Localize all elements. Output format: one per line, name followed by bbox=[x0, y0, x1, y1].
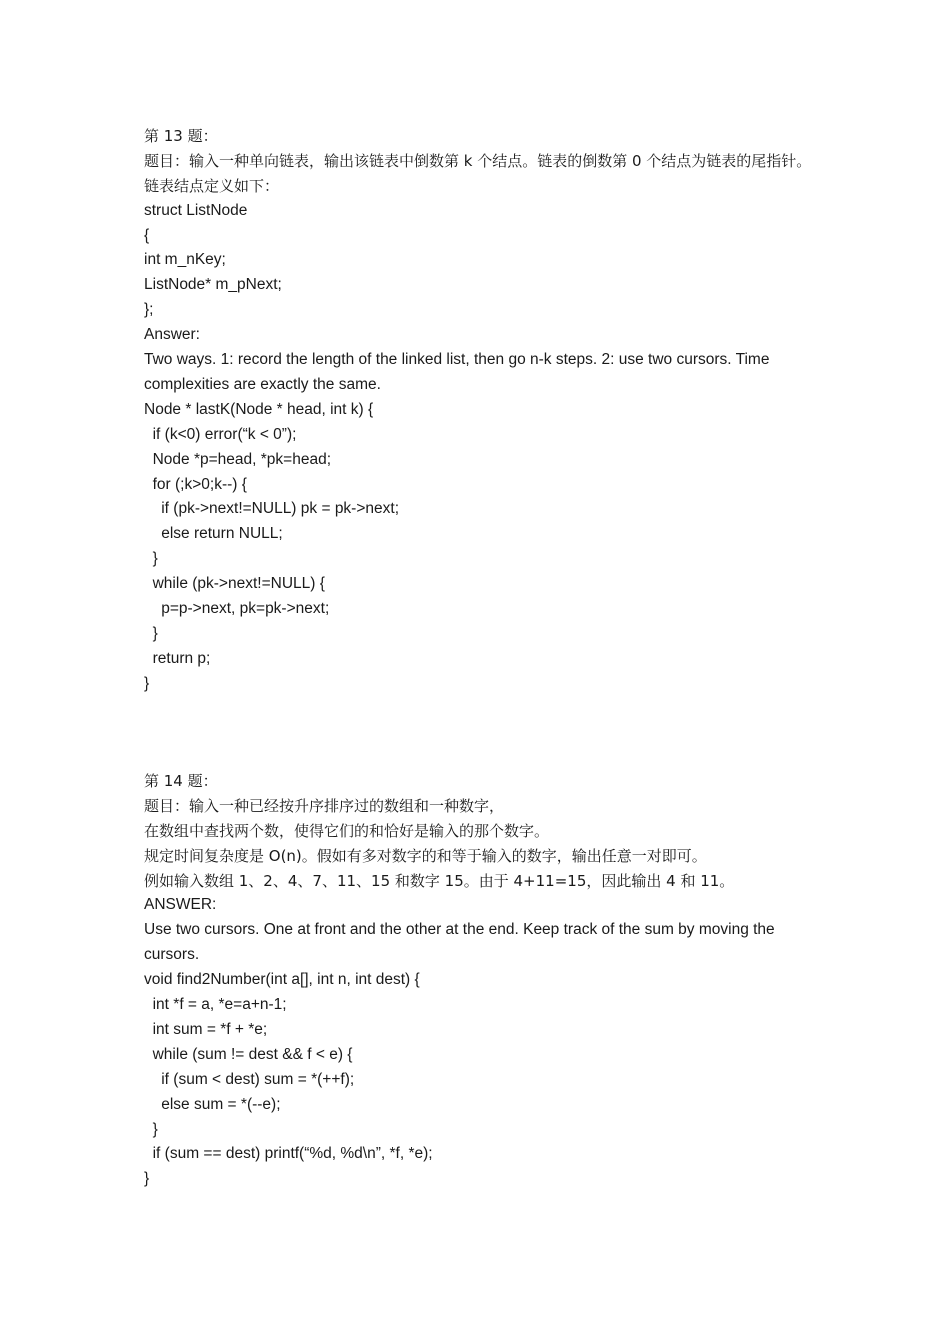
code-line: else sum = *(--e); bbox=[144, 1095, 281, 1113]
code-line: struct ListNode bbox=[144, 201, 248, 219]
code-line: void find2Number(int a[], int n, int dest) { bbox=[144, 971, 420, 989]
struct-definition bbox=[144, 199, 814, 323]
code-line: if (sum < dest) sum = *(++f); bbox=[144, 1070, 355, 1088]
question-prompt-line: 规定时间复杂度是 O(n)。假如有多对数字的和等于输入的数字，输出任意一对即可。 bbox=[144, 846, 707, 865]
code-line: for (;k>0;k--) { bbox=[144, 475, 247, 493]
question-13 bbox=[144, 124, 814, 697]
code-line: } bbox=[144, 674, 150, 692]
code-line: while (sum != dest && f < e) { bbox=[144, 1045, 353, 1063]
code-line: int sum = *f + *e; bbox=[144, 1020, 268, 1038]
code-line: } bbox=[144, 1170, 150, 1188]
answer-text: Use two cursors. One at front and the other at the end. Keep track of the sum by moving the cursors. bbox=[144, 921, 775, 964]
code-block bbox=[144, 398, 814, 697]
question-prompt-line: 在数组中查找两个数，使得它们的和恰好是输入的那个数字。 bbox=[144, 821, 550, 840]
code-line: } bbox=[144, 624, 158, 642]
code-block bbox=[144, 968, 814, 1192]
code-line: if (sum == dest) printf(“%d, %d\n”, *f, *e); bbox=[144, 1145, 433, 1163]
code-line: int m_nKey; bbox=[144, 251, 226, 269]
answer-label: ANSWER: bbox=[144, 896, 217, 914]
code-line: ListNode* m_pNext; bbox=[144, 276, 282, 294]
code-line: Node *p=head, *pk=head; bbox=[144, 450, 332, 468]
question-14 bbox=[144, 769, 814, 1192]
code-line: p=p->next, pk=pk->next; bbox=[144, 599, 330, 617]
code-line: while (pk->next!=NULL) { bbox=[144, 575, 325, 593]
code-line: } bbox=[144, 550, 158, 568]
question-heading: 第 14 题： bbox=[144, 772, 218, 790]
struct-definition-label: 链表结点定义如下： bbox=[144, 176, 280, 195]
code-line: return p; bbox=[144, 649, 211, 667]
question-prompt-line: 例如输入数组 1、2、4、7、11、15 和数字 15。由于 4+11=15，因此输出 4 和 11。 bbox=[144, 871, 735, 890]
code-line: Node * lastK(Node * head, int k) { bbox=[144, 400, 374, 418]
code-line: }; bbox=[144, 301, 154, 319]
code-line: { bbox=[144, 226, 150, 244]
question-prompt-line: 题目：输入一种已经按升序排序过的数组和一种数字， bbox=[144, 796, 505, 815]
code-line: } bbox=[144, 1120, 158, 1138]
answer-text: Two ways. 1: record the length of the linked list, then go n-k steps. 2: use two cursors. Time complexities are exactly the same. bbox=[144, 351, 770, 393]
code-line: if (pk->next!=NULL) pk = pk->next; bbox=[144, 500, 400, 518]
code-line: else return NULL; bbox=[144, 525, 283, 543]
code-line: if (k<0) error(“k < 0”); bbox=[144, 425, 297, 443]
code-line: int *f = a, *e=a+n-1; bbox=[144, 996, 287, 1014]
question-prompt: 题目：输入一种单向链表，输出该链表中倒数第 k 个结点。链表的倒数第 0 个结点为链表的尾指针。 bbox=[144, 151, 812, 170]
answer-label: Answer: bbox=[144, 326, 200, 344]
question-heading: 第 13 题： bbox=[144, 127, 218, 145]
